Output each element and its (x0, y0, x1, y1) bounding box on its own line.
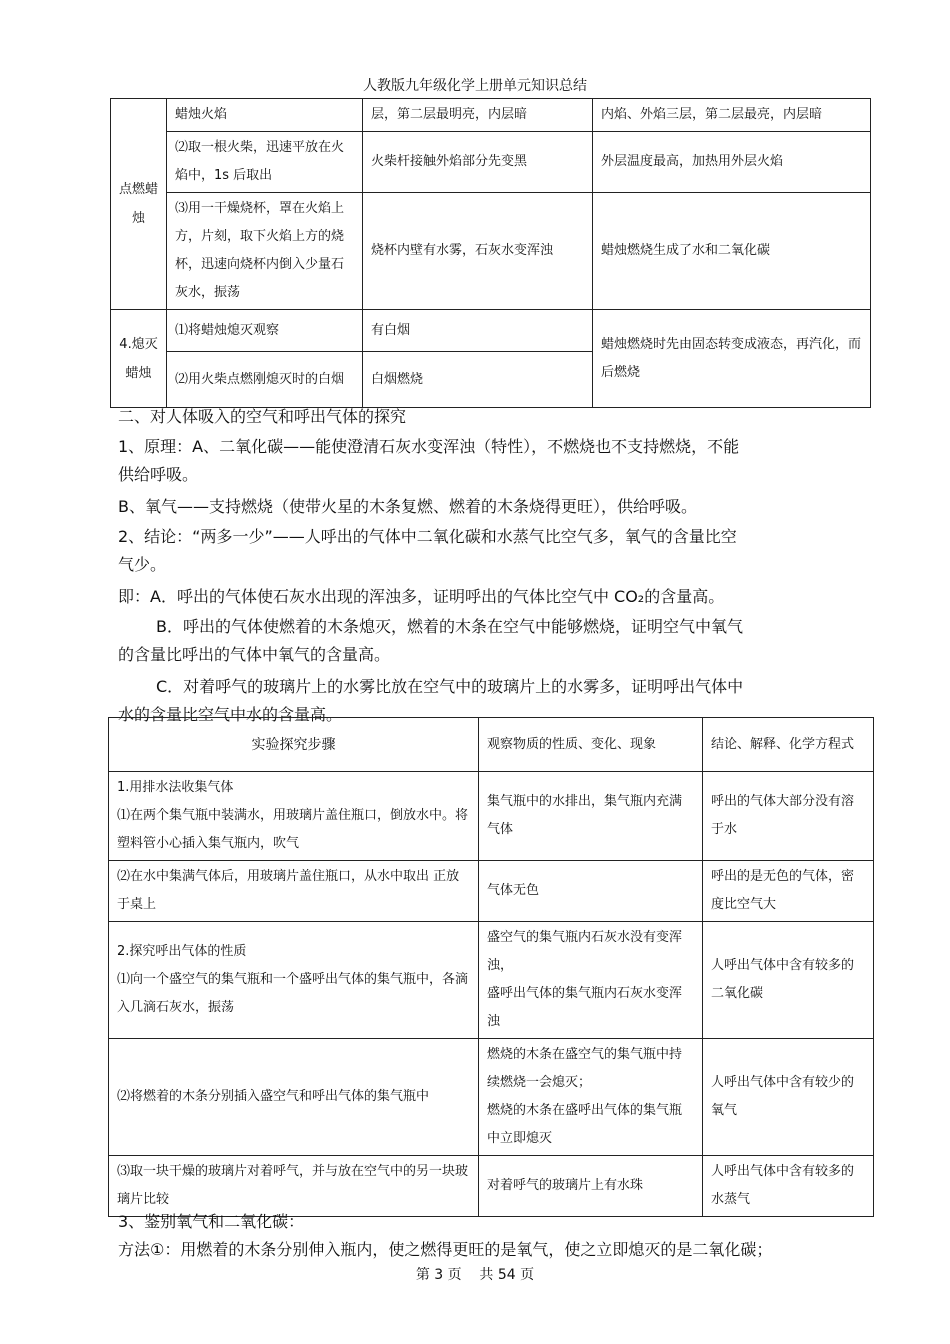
section-title: 二、对人体吸入的空气和呼出气体的探究 (118, 407, 407, 426)
conclusion-cell: 人呼出气体中含有较多的二氧化碳 (703, 922, 874, 1039)
observation-cell: 对着呼气的玻璃片上有水珠 (479, 1156, 703, 1217)
paragraph: 的含量比呼出的气体中氧气的含量高。 (118, 645, 391, 664)
conclusion-cell: 外层温度最高，加热用外层火焰 (593, 132, 871, 193)
page-footer: 第 3 页 共 54 页 (415, 1267, 535, 1283)
step-cell: ⑵取一根火柴，迅速平放在火焰中，1s 后取出 (167, 132, 363, 193)
breath-experiment-table (108, 717, 874, 1217)
observation-cell: 盛空气的集气瓶内石灰水没有变浑浊， 盛呼出气体的集气瓶内石灰水变浑浊 (479, 922, 703, 1039)
paragraph: 1、原理：A、二氧化碳——能使澄清石灰水变浑浊（特性），不燃烧也不支持燃烧，不能 (118, 437, 740, 456)
paragraph: B、氧气——支持燃烧（使带火星的木条复燃、燃着的木条烧得更旺），供给呼吸。 (118, 497, 697, 516)
candle-experiment-table (110, 98, 871, 408)
column-header: 观察物质的性质、变化、现象 (479, 718, 703, 772)
column-header: 结论、解释、化学方程式 (703, 718, 874, 772)
paragraph: 水的含量比空气中水的含量高。 (118, 705, 343, 724)
paragraph: B．呼出的气体使燃着的木条熄灭，燃着的木条在空气中能够燃烧，证明空气中氧气 (156, 617, 743, 636)
paragraph: 即：A．呼出的气体使石灰水出现的浑浊多，证明呼出的气体比空气中 CO₂的含量高。 (118, 587, 725, 606)
conclusion-cell: 人呼出气体中含有较多的水蒸气 (703, 1156, 874, 1217)
conclusion-cell: 呼出的气体大部分没有溶于水 (703, 772, 874, 861)
conclusion-cell: 蜡烛燃烧时先由固态转变成液态，再汽化，而后燃烧 (593, 310, 871, 408)
step-cell: 2.探究呼出气体的性质 ⑴向一个盛空气的集气瓶和一个盛呼出气体的集气瓶中，各滴入几滴石灰水，振荡 (109, 922, 479, 1039)
paragraph: 气少。 (118, 555, 167, 574)
step-cell: ⑶用一干燥烧杯，罩在火焰上方，片刻，取下火焰上方的烧杯，迅速向烧杯内倒入少量石灰水，振荡 (167, 193, 363, 310)
step-cell: 1.用排水法收集气体 ⑴在两个集气瓶中装满水，用玻璃片盖住瓶口，倒放水中。将塑料管小心插入集气瓶内，吹气 (109, 772, 479, 861)
observation-cell: 层，第二层最明亮，内层暗 (363, 99, 593, 132)
group-label: 点燃蜡烛 (111, 99, 167, 310)
page-header: 人教版九年级化学上册单元知识总结 (363, 78, 587, 94)
paragraph: C．对着呼气的玻璃片上的水雾比放在空气中的玻璃片上的水雾多，证明呼出气体中 (156, 677, 744, 696)
step-cell: ⑵用火柴点燃刚熄灭时的白烟 (167, 352, 363, 408)
step-cell: ⑴将蜡烛熄灭观察 (167, 310, 363, 352)
observation-cell: 烧杯内壁有水雾，石灰水变浑浊 (363, 193, 593, 310)
observation-cell: 燃烧的木条在盛空气的集气瓶中持续燃烧一会熄灭； 燃烧的木条在盛呼出气体的集气瓶中立即熄灭 (479, 1039, 703, 1156)
conclusion-cell: 内焰、外焰三层，第二层最亮，内层暗 (593, 99, 871, 132)
observation-cell: 火柴杆接触外焰部分先变黑 (363, 132, 593, 193)
observation-cell: 气体无色 (479, 861, 703, 922)
observation-cell: 白烟燃烧 (363, 352, 593, 408)
observation-cell: 集气瓶中的水排出，集气瓶内充满气体 (479, 772, 703, 861)
conclusion-cell: 蜡烛燃烧生成了水和二氧化碳 (593, 193, 871, 310)
paragraph: 2、结论：“两多一少”——人呼出的气体中二氧化碳和水蒸气比空气多，氧气的含量比空 (118, 527, 737, 546)
step-cell: 蜡烛火焰 (167, 99, 363, 132)
column-header: 实验探究步骤 (109, 718, 479, 772)
observation-cell: 有白烟 (363, 310, 593, 352)
step-cell: ⑶取一块干燥的玻璃片对着呼气，并与放在空气中的另一块玻璃片比较 (109, 1156, 479, 1217)
paragraph: 供给呼吸。 (118, 465, 199, 484)
step-cell: ⑵将燃着的木条分别插入盛空气和呼出气体的集气瓶中 (109, 1039, 479, 1156)
conclusion-cell: 呼出的是无色的气体，密度比空气大 (703, 861, 874, 922)
step-cell: ⑵在水中集满气体后，用玻璃片盖住瓶口，从水中取出 正放于桌上 (109, 861, 479, 922)
conclusion-cell: 人呼出气体中含有较少的氧气 (703, 1039, 874, 1156)
group-label: 4.熄灭蜡烛 (111, 310, 167, 408)
section-title: 3、鉴别氧气和二氧化碳： (118, 1212, 305, 1231)
paragraph: 方法①：用燃着的木条分别伸入瓶内，使之燃得更旺的是氧气，使之立即熄灭的是二氧化碳； (118, 1240, 773, 1259)
